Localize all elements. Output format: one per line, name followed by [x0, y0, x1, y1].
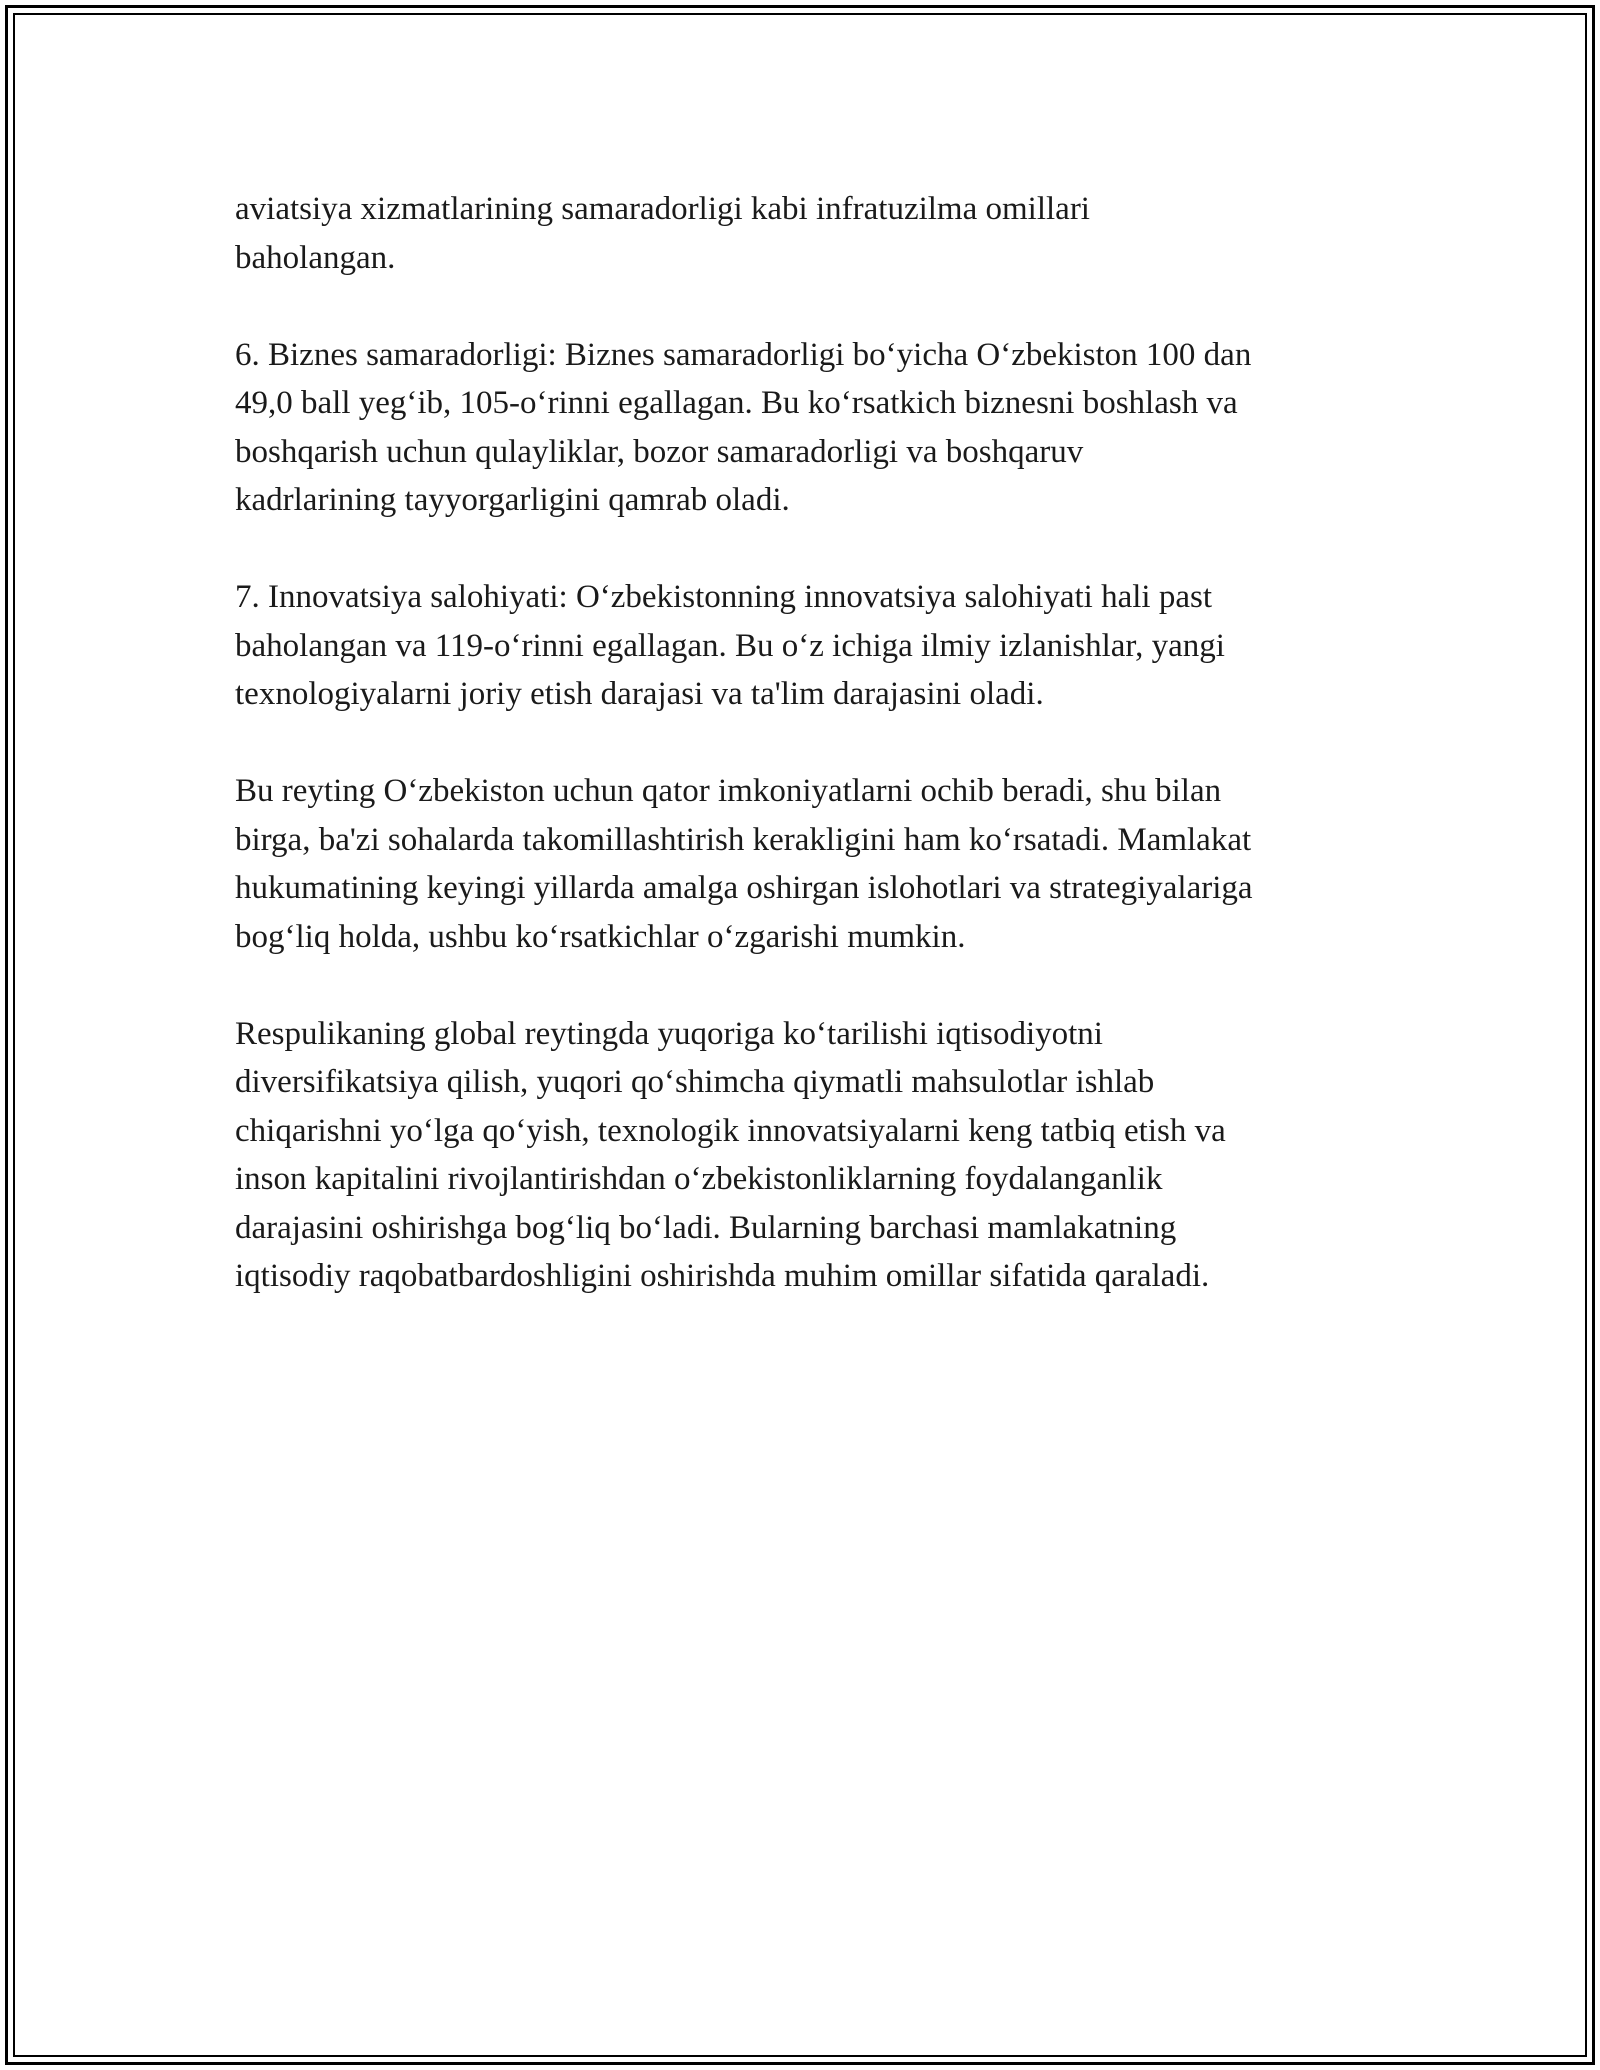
paragraph-infrastructure-continuation: aviatsiya xizmatlarining samaradorligi kabi infratuzilma omillari baholangan. — [235, 191, 1090, 276]
paragraph-innovation-potential: 7. Innovatsiya salohiyati: O‘zbekistonning innovatsiya salohiyati hali past baholangan va 119-o‘rinni egallagan. Bu o‘z ichiga ilmiy izlanishlar, yangi texnologiyalarni joriy etish darajasi va ta'lim darajasini oladi. — [235, 579, 1225, 712]
paragraph-business-efficiency: 6. Biznes samaradorligi: Biznes samaradorligi bo‘yicha O‘zbekiston 100 dan 49,0 ball yeg‘ib, 105-o‘rinni egallagan. Bu ko‘rsatkich biznesni boshlash va boshqarish uchun qulayliklar, bozor samaradorligi va boshqaruv kadrlarining tayyorgarligini qamrab oladi. — [235, 336, 1252, 518]
paragraph-rating-opportunities: Bu reyting O‘zbekiston uchun qator imkoniyatlarni ochib beradi, shu bilan birga, ba'zi sohalarda takomillashtirish kerakligini ham ko‘rsatadi. Mamlakat hukumatining keyingi yillarda amalga oshirgan islohotlari va strategiyalariga bog‘liq holda, ushbu ko‘rsatkichlar o‘zgarishi mumkin. — [235, 773, 1253, 955]
document-body — [235, 185, 1385, 1349]
paragraph-global-rating-conclusion: Respulikaning global reytingda yuqoriga ko‘tarilishi iqtisodiyotni diversifikatsiya qilish, yuqori qo‘shimcha qiymatli mahsulotlar ishlab chiqarishni yo‘lga qo‘yish, texnologik innovatsiyalarni keng tatbiq etish va inson kapitalini rivojlantirishdan o‘zbekistonliklarning foydalanganlik darajasini oshirishga bog‘liq bo‘ladi. Bularning barchasi mamlakatning iqtisodiy raqobatbardoshligini oshirishda muhim omillar sifatida qaraladi. — [235, 1015, 1226, 1294]
